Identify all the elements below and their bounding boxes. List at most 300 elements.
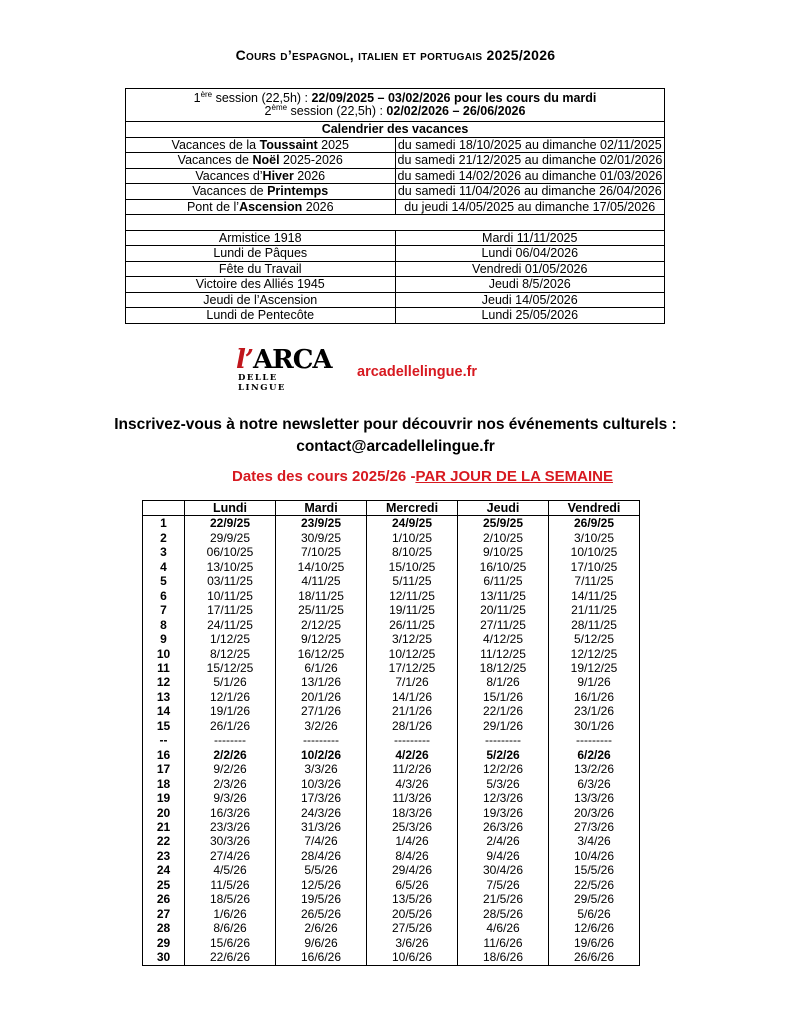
vacances-dates: du samedi 18/10/2025 au dimanche 02/11/2025: [395, 137, 665, 153]
ferie-date: Lundi 06/04/2026: [395, 246, 665, 262]
lesson-date: 25/11/25: [276, 603, 367, 617]
lesson-date: 17/3/26: [276, 791, 367, 805]
lesson-number: 6: [143, 589, 185, 603]
table-row: [143, 704, 640, 718]
lesson-date: 9/10/25: [458, 545, 549, 559]
session-2: [128, 102, 662, 118]
ferie-row: [126, 308, 665, 324]
lesson-date: 11/2/26: [367, 762, 458, 776]
table-row: [143, 574, 640, 588]
lesson-date: 19/12/25: [549, 661, 640, 675]
lesson-number: 25: [143, 878, 185, 892]
vacances-name-pre: Vacances de la: [171, 137, 260, 152]
lesson-date: 5/12/25: [549, 632, 640, 646]
lesson-date: 12/5/26: [276, 878, 367, 892]
lesson-date: 5/11/25: [367, 574, 458, 588]
lesson-date: 10/2/26: [276, 748, 367, 762]
vacances-name-pre: Vacances de: [192, 184, 268, 198]
session-2-label: session (22,5h) :: [287, 104, 387, 118]
lesson-date: 6/1/26: [276, 661, 367, 675]
vacances-dates: du samedi 14/02/2026 au dimanche 01/03/2026: [395, 168, 665, 184]
lesson-date: 26/9/25: [549, 516, 640, 531]
lesson-date: 6/11/25: [458, 574, 549, 588]
ferie-name: Jeudi de l’Ascension: [126, 292, 396, 308]
lesson-date: 29/4/26: [367, 863, 458, 877]
table-row: [143, 950, 640, 965]
vacances-name-post: 2026: [293, 168, 326, 183]
lesson-date: 2/4/26: [458, 834, 549, 848]
lesson-date: 30/9/25: [276, 531, 367, 545]
lesson-date: 30/1/26: [549, 719, 640, 733]
lesson-date: 2/2/26: [185, 748, 276, 762]
lesson-date: 23/1/26: [549, 704, 640, 718]
lesson-date: 8/4/26: [367, 849, 458, 863]
lesson-date: 13/2/26: [549, 762, 640, 776]
lesson-date: 4/5/26: [185, 863, 276, 877]
vacances-dates: du samedi 11/04/2026 au dimanche 26/04/2026: [395, 184, 665, 200]
lesson-date: 2/3/26: [185, 777, 276, 791]
lesson-date: 19/6/26: [549, 936, 640, 950]
course-dates-table: [142, 500, 640, 966]
lesson-date: 6/2/26: [549, 748, 640, 762]
logo-subtitle: DELLE LINGUE: [238, 373, 286, 393]
lesson-date: 21/11/25: [549, 603, 640, 617]
lesson-number: 7: [143, 603, 185, 617]
lesson-date: 26/1/26: [185, 719, 276, 733]
lesson-date: 7/10/25: [276, 545, 367, 559]
lesson-date: 18/5/26: [185, 892, 276, 906]
lesson-number: 30: [143, 950, 185, 965]
lesson-number: 18: [143, 777, 185, 791]
lesson-date: 28/1/26: [367, 719, 458, 733]
vacances-name: [126, 168, 396, 184]
lesson-number: 16: [143, 748, 185, 762]
lesson-date: 5/2/26: [458, 748, 549, 762]
table-row: [143, 719, 640, 733]
lesson-number: 21: [143, 820, 185, 834]
lesson-date: 1/6/26: [185, 907, 276, 921]
sessions-row: [126, 89, 665, 122]
vacances-name-pre: Vacances de: [177, 153, 253, 167]
table-row: [143, 892, 640, 906]
lesson-date: 12/11/25: [367, 589, 458, 603]
lesson-date: 25/9/25: [458, 516, 549, 531]
table-row: [143, 603, 640, 617]
vacances-name: [126, 137, 396, 153]
lesson-date: 23/9/25: [276, 516, 367, 531]
lesson-number: 22: [143, 834, 185, 848]
lesson-number: 24: [143, 863, 185, 877]
lesson-number: 28: [143, 921, 185, 935]
dates-title-underlined: PAR JOUR DE LA SEMAINE: [415, 468, 613, 485]
lesson-date: 29/5/26: [549, 892, 640, 906]
lesson-date: 7/11/25: [549, 574, 640, 588]
session-1-dates: 22/09/2025 – 03/02/2026 pour les cours du mardi: [311, 91, 597, 105]
lesson-date: 31/3/26: [276, 820, 367, 834]
table-row: [143, 849, 640, 863]
ferie-row: [126, 246, 665, 262]
lesson-date: 3/12/25: [367, 632, 458, 646]
lesson-date: 26/5/26: [276, 907, 367, 921]
lesson-date: 9/4/26: [458, 849, 549, 863]
lesson-date: 8/1/26: [458, 675, 549, 689]
lesson-number: --: [143, 733, 185, 747]
dates-title: [232, 468, 613, 485]
table-row: [143, 834, 640, 848]
lesson-number: 9: [143, 632, 185, 646]
lesson-date: 5/1/26: [185, 675, 276, 689]
lesson-date: 4/2/26: [367, 748, 458, 762]
lesson-number: 27: [143, 907, 185, 921]
ferie-row: [126, 292, 665, 308]
lesson-date: 4/3/26: [367, 777, 458, 791]
vacances-dates: du jeudi 14/05/2025 au dimanche 17/05/2026: [395, 199, 665, 215]
lesson-date: 20/3/26: [549, 806, 640, 820]
header-mardi: Mardi: [276, 501, 367, 516]
lesson-date: ---------: [549, 733, 640, 747]
logo-wordmark: [236, 346, 332, 374]
lesson-date: 27/1/26: [276, 704, 367, 718]
lesson-date: 18/11/25: [276, 589, 367, 603]
table-row: [143, 936, 640, 950]
spacer-row: [126, 215, 665, 231]
lesson-number: 26: [143, 892, 185, 906]
lesson-number: 11: [143, 661, 185, 675]
session-1-label: session (22,5h) :: [212, 91, 312, 105]
vacances-header-row: [126, 122, 665, 138]
lesson-date: 11/6/26: [458, 936, 549, 950]
lesson-date: 3/3/26: [276, 762, 367, 776]
lesson-date: 15/1/26: [458, 690, 549, 704]
table-row: [143, 907, 640, 921]
lesson-date: 12/3/26: [458, 791, 549, 805]
header-mercredi: Mercredi: [367, 501, 458, 516]
ferie-row: [126, 230, 665, 246]
lesson-date: 29/1/26: [458, 719, 549, 733]
calendar-header-row: [143, 501, 640, 516]
lesson-date: 27/3/26: [549, 820, 640, 834]
lesson-date: 13/5/26: [367, 892, 458, 906]
lesson-date: 4/6/26: [458, 921, 549, 935]
ferie-date: Lundi 25/05/2026: [395, 308, 665, 324]
page-title: Cours d’espagnol, italien et portugais 2025/2026: [235, 47, 556, 63]
table-row: [143, 531, 640, 545]
lesson-date: 23/3/26: [185, 820, 276, 834]
lesson-date: 7/1/26: [367, 675, 458, 689]
lesson-number: 5: [143, 574, 185, 588]
session-2-dates: 02/02/2026 – 26/06/2026: [386, 104, 526, 118]
ferie-date: Jeudi 14/05/2026: [395, 292, 665, 308]
ferie-date: Vendredi 01/05/2026: [395, 261, 665, 277]
lesson-number: 19: [143, 791, 185, 805]
lesson-date: 1/12/25: [185, 632, 276, 646]
lesson-date: 6/5/26: [367, 878, 458, 892]
lesson-date: 7/5/26: [458, 878, 549, 892]
vacances-name: [126, 199, 396, 215]
logo-arca: ARCA: [252, 345, 332, 375]
vacances-name-bold: Printemps: [267, 184, 329, 198]
lesson-date: 12/2/26: [458, 762, 549, 776]
lesson-date: 22/5/26: [549, 878, 640, 892]
vacances-name-bold: Toussaint: [259, 137, 318, 152]
lesson-date: 9/2/26: [185, 762, 276, 776]
lesson-date: --------: [185, 733, 276, 747]
lesson-date: 10/10/25: [549, 545, 640, 559]
newsletter-text: Inscrivez-vous à notre newsletter pour découvrir nos événements culturels :: [114, 416, 677, 433]
lesson-date: 29/9/25: [185, 531, 276, 545]
lesson-date: 12/1/26: [185, 690, 276, 704]
lesson-date: 1/4/26: [367, 834, 458, 848]
lesson-number: 20: [143, 806, 185, 820]
lesson-date: 25/3/26: [367, 820, 458, 834]
lesson-date: 4/12/25: [458, 632, 549, 646]
lesson-number: 29: [143, 936, 185, 950]
lesson-date: 9/1/26: [549, 675, 640, 689]
vacances-name: [126, 153, 396, 169]
lesson-number: 13: [143, 690, 185, 704]
lesson-date: 3/10/25: [549, 531, 640, 545]
lesson-date: 9/12/25: [276, 632, 367, 646]
lesson-date: 15/6/26: [185, 936, 276, 950]
lesson-date: 26/3/26: [458, 820, 549, 834]
table-row: [143, 878, 640, 892]
table-row: [143, 545, 640, 559]
lesson-date: 10/12/25: [367, 647, 458, 661]
lesson-date: 21/5/26: [458, 892, 549, 906]
table-row: [143, 820, 640, 834]
lesson-date: 16/3/26: [185, 806, 276, 820]
lesson-date: 24/9/25: [367, 516, 458, 531]
lesson-number: 17: [143, 762, 185, 776]
lesson-date: 5/5/26: [276, 863, 367, 877]
lesson-date: 30/3/26: [185, 834, 276, 848]
lesson-date: 20/11/25: [458, 603, 549, 617]
vacances-header-text: Calendrier des vacances: [321, 122, 469, 136]
vacances-row: [126, 153, 665, 169]
vacances-name-post: 2025-2026: [279, 153, 343, 167]
table-row: [143, 516, 640, 531]
session-2-number: 2: [264, 104, 272, 118]
lesson-date: 11/3/26: [367, 791, 458, 805]
lesson-date: ---------: [458, 733, 549, 747]
lesson-date: 5/3/26: [458, 777, 549, 791]
lesson-date: 6/3/26: [549, 777, 640, 791]
lesson-number: 3: [143, 545, 185, 559]
table-row: [143, 733, 640, 747]
lesson-date: 13/3/26: [549, 791, 640, 805]
vacances-dates: du samedi 21/12/2025 au dimanche 02/01/2026: [395, 153, 665, 169]
lesson-date: 2/6/26: [276, 921, 367, 935]
lesson-date: 9/3/26: [185, 791, 276, 805]
website-link[interactable]: arcadellelingue.fr: [357, 364, 478, 380]
ferie-row: [126, 277, 665, 293]
lesson-date: 20/1/26: [276, 690, 367, 704]
lesson-date: 15/10/25: [367, 560, 458, 574]
lesson-date: 10/6/26: [367, 950, 458, 965]
lesson-date: 17/12/25: [367, 661, 458, 675]
lesson-date: 17/11/25: [185, 603, 276, 617]
vacances-name: [126, 184, 396, 200]
lesson-date: 14/1/26: [367, 690, 458, 704]
lesson-date: 13/1/26: [276, 675, 367, 689]
table-row: [143, 748, 640, 762]
lesson-date: 26/6/26: [549, 950, 640, 965]
lesson-date: 8/6/26: [185, 921, 276, 935]
lesson-date: 5/6/26: [549, 907, 640, 921]
sessions-cell: [126, 89, 665, 122]
lesson-date: 18/12/25: [458, 661, 549, 675]
vacances-name-post: 2025: [317, 137, 349, 152]
lesson-date: 28/4/26: [276, 849, 367, 863]
ferie-name: Armistice 1918: [126, 230, 396, 246]
lesson-date: 21/1/26: [367, 704, 458, 718]
header-vendredi: Vendredi: [549, 501, 640, 516]
lesson-number: 2: [143, 531, 185, 545]
lesson-date: 16/12/25: [276, 647, 367, 661]
table-row: [143, 661, 640, 675]
table-row: [143, 777, 640, 791]
ferie-name: Victoire des Alliés 1945: [126, 277, 396, 293]
lesson-date: 19/11/25: [367, 603, 458, 617]
lesson-date: 19/3/26: [458, 806, 549, 820]
lesson-date: 19/1/26: [185, 704, 276, 718]
lesson-date: 06/10/25: [185, 545, 276, 559]
lesson-number: 8: [143, 618, 185, 632]
lesson-date: 03/11/25: [185, 574, 276, 588]
vacances-row: [126, 137, 665, 153]
lesson-date: 10/11/25: [185, 589, 276, 603]
lesson-date: 3/4/26: [549, 834, 640, 848]
lesson-number: 23: [143, 849, 185, 863]
vacances-name-pre: Pont de l’: [186, 199, 240, 214]
lesson-number: 15: [143, 719, 185, 733]
vacances-name-bold: Hiver: [262, 168, 294, 183]
lesson-date: 28/5/26: [458, 907, 549, 921]
header-jeudi: Jeudi: [458, 501, 549, 516]
lesson-date: 11/12/25: [458, 647, 549, 661]
lesson-date: 9/6/26: [276, 936, 367, 950]
lesson-number: 4: [143, 560, 185, 574]
table-row: [143, 675, 640, 689]
ferie-date: Mardi 11/11/2025: [395, 230, 665, 246]
ferie-date: Jeudi 8/5/2026: [395, 277, 665, 293]
vacances-header: [126, 122, 665, 138]
vacances-name-bold: Noël: [252, 153, 280, 167]
lesson-number: 1: [143, 516, 185, 531]
vacances-name-post: 2026: [302, 199, 334, 214]
holidays-table: [125, 88, 665, 324]
lesson-date: 24/11/25: [185, 618, 276, 632]
lesson-date: 10/4/26: [549, 849, 640, 863]
lesson-date: ---------: [276, 733, 367, 747]
lesson-date: 24/3/26: [276, 806, 367, 820]
lesson-date: 19/5/26: [276, 892, 367, 906]
logo-l: l’: [236, 345, 253, 375]
table-row: [143, 589, 640, 603]
lesson-date: 22/1/26: [458, 704, 549, 718]
lesson-date: 18/6/26: [458, 950, 549, 965]
lesson-date: 4/11/25: [276, 574, 367, 588]
lesson-date: 7/4/26: [276, 834, 367, 848]
lesson-date: 15/5/26: [549, 863, 640, 877]
contact-email[interactable]: contact@arcadellelingue.fr: [296, 438, 495, 455]
table-row: [143, 762, 640, 776]
lesson-date: 2/10/25: [458, 531, 549, 545]
ferie-name: Lundi de Pentecôte: [126, 308, 396, 324]
lesson-date: 22/9/25: [185, 516, 276, 531]
session-1-sup: ère: [200, 89, 213, 99]
table-row: [143, 632, 640, 646]
lesson-date: 3/2/26: [276, 719, 367, 733]
table-row: [143, 690, 640, 704]
table-row: [143, 863, 640, 877]
lesson-date: ---------: [367, 733, 458, 747]
vacances-name-bold: Ascension: [239, 199, 303, 214]
lesson-date: 30/4/26: [458, 863, 549, 877]
lesson-date: 12/6/26: [549, 921, 640, 935]
lesson-date: 12/12/25: [549, 647, 640, 661]
lesson-number: 14: [143, 704, 185, 718]
lesson-date: 18/3/26: [367, 806, 458, 820]
table-row: [143, 791, 640, 805]
vacances-row: [126, 199, 665, 215]
lesson-date: 27/4/26: [185, 849, 276, 863]
lesson-number: 10: [143, 647, 185, 661]
vacances-row: [126, 168, 665, 184]
table-row: [143, 921, 640, 935]
table-row: [143, 618, 640, 632]
lesson-date: 3/6/26: [367, 936, 458, 950]
vacances-name-pre: Vacances d’: [195, 168, 263, 183]
lesson-date: 26/11/25: [367, 618, 458, 632]
lesson-date: 16/1/26: [549, 690, 640, 704]
lesson-date: 13/10/25: [185, 560, 276, 574]
lesson-date: 16/6/26: [276, 950, 367, 965]
lesson-date: 14/10/25: [276, 560, 367, 574]
ferie-row: [126, 261, 665, 277]
lesson-date: 1/10/25: [367, 531, 458, 545]
calendar-body: [143, 516, 640, 965]
lesson-date: 8/10/25: [367, 545, 458, 559]
header-number: [143, 501, 185, 516]
header-lundi: Lundi: [185, 501, 276, 516]
arca-logo: [236, 345, 332, 393]
lesson-date: 10/3/26: [276, 777, 367, 791]
lesson-date: 27/11/25: [458, 618, 549, 632]
lesson-number: 12: [143, 675, 185, 689]
lesson-date: 16/10/25: [458, 560, 549, 574]
session-2-sup: ème: [271, 102, 288, 112]
lesson-date: 28/11/25: [549, 618, 640, 632]
ferie-name: Fête du Travail: [126, 261, 396, 277]
spacer-cell: [126, 215, 665, 231]
table-row: [143, 806, 640, 820]
vacances-row: [126, 184, 665, 200]
lesson-date: 22/6/26: [185, 950, 276, 965]
lesson-date: 17/10/25: [549, 560, 640, 574]
ferie-name: Lundi de Pâques: [126, 246, 396, 262]
lesson-date: 13/11/25: [458, 589, 549, 603]
lesson-date: 15/12/25: [185, 661, 276, 675]
lesson-date: 20/5/26: [367, 907, 458, 921]
lesson-date: 2/12/25: [276, 618, 367, 632]
lesson-date: 8/12/25: [185, 647, 276, 661]
dates-title-plain: Dates des cours 2025/26 -: [232, 468, 416, 485]
table-row: [143, 560, 640, 574]
session-1-number: 1: [193, 91, 201, 105]
lesson-date: 27/5/26: [367, 921, 458, 935]
table-row: [143, 647, 640, 661]
